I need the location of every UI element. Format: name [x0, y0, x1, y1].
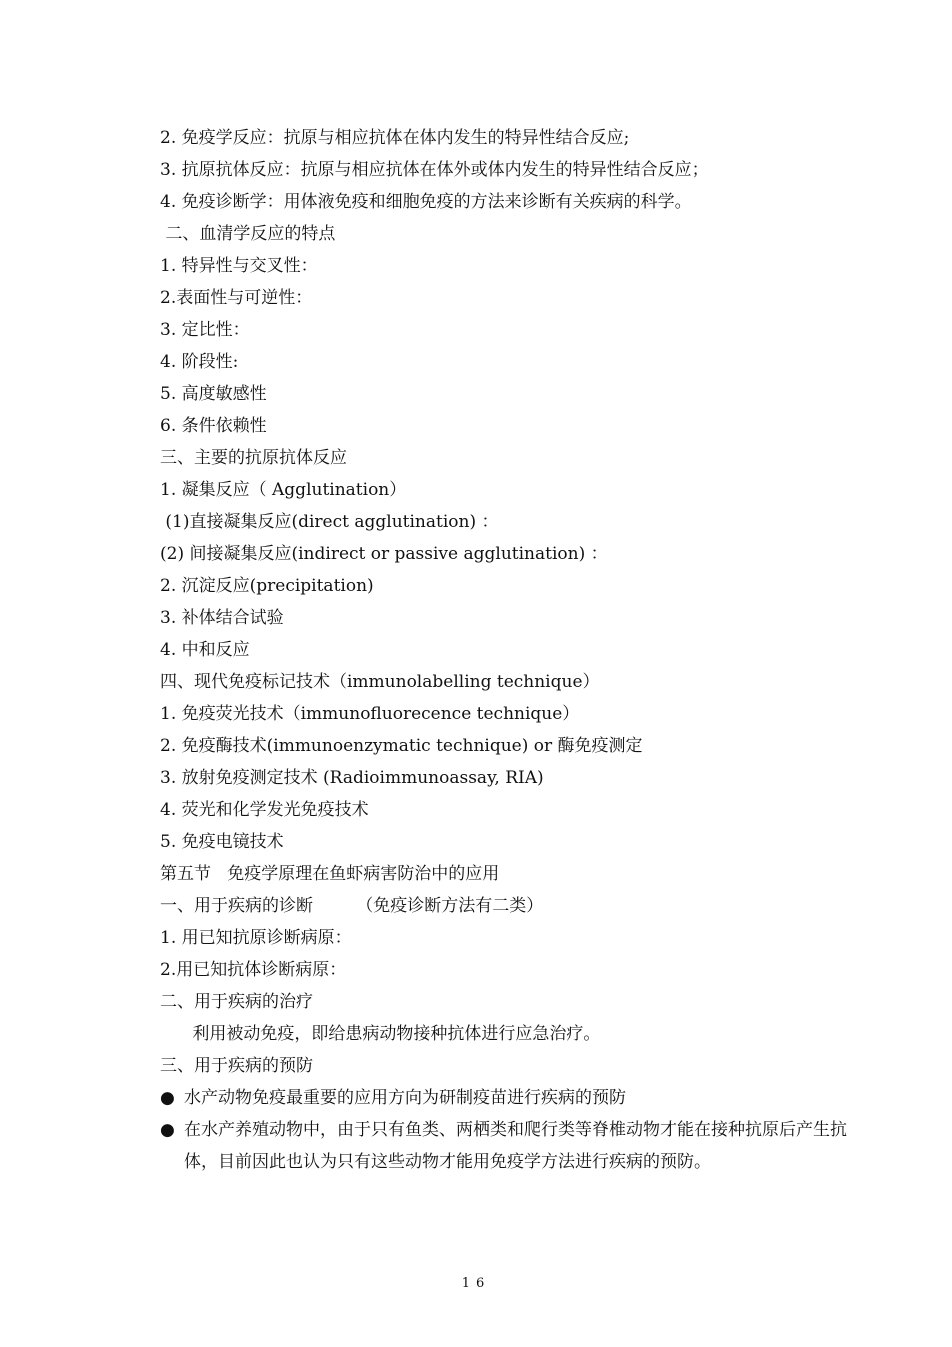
section-heading: 四、现代免疫标记技术（immunolabelling technique） [160, 672, 600, 692]
section-heading: 二、用于疾病的治疗 [160, 992, 313, 1012]
text-line: 1. 凝集反应（ Agglutination） [160, 480, 407, 500]
bullet-text: 水产动物免疫最重要的应用方向为研制疫苗进行疾病的预防 [184, 1088, 626, 1108]
text-line: 2.用已知抗体诊断病原： [160, 960, 347, 980]
text-line: 4. 免疫诊断学：用体液免疫和细胞免疫的方法来诊断有关疾病的科学。 [160, 192, 692, 212]
section-heading: 一、用于疾病的诊断 （免疫诊断方法有二类） [160, 896, 544, 916]
text-line: 3. 补体结合试验 [160, 608, 284, 628]
section-heading: 三、主要的抗原抗体反应 [160, 448, 347, 468]
text-line: 1. 用已知抗原诊断病原： [160, 928, 352, 948]
text-line: 5. 高度敏感性 [160, 384, 267, 404]
bullet-text: 在水产养殖动物中，由于只有鱼类、两栖类和爬行类等脊椎动物才能在接种抗原后产生抗体，目前因此也认为只有这些动物才能用免疫学方法进行疾病的预防。 [184, 1120, 847, 1172]
text-line: 5. 免疫电镜技术 [160, 832, 284, 852]
text-line: 4. 阶段性: [160, 352, 239, 372]
text-line: 利用被动免疫，即给患病动物接种抗体进行应急治疗。 [160, 1024, 601, 1044]
text-line: 3. 定比性： [160, 320, 250, 340]
text-line: 3. 放射免疫测定技术 (Radioimmunoassay, RIA) [160, 768, 544, 788]
bullet-icon: ● [160, 1088, 175, 1108]
text-line: (1)直接凝集反应(direct agglutination) ： [160, 512, 499, 532]
page-number: 16 [461, 1276, 491, 1291]
text-line: 1. 免疫荧光技术（immunofluorecence technique） [160, 704, 580, 724]
text-line: 4. 中和反应 [160, 640, 250, 660]
section-heading: 二、血清学反应的特点 [160, 224, 336, 244]
bullet-icon: ● [160, 1120, 175, 1140]
text-line: 2.表面性与可逆性： [160, 288, 313, 308]
text-line: 2. 免疫酶技术(immunoenzymatic technique) or 酶免疫测定 [160, 736, 643, 756]
chapter-heading: 第五节 免疫学原理在鱼虾病害防治中的应用 [160, 864, 500, 884]
text-line: 3. 抗原抗体反应：抗原与相应抗体在体外或体内发生的特异性结合反应； [160, 160, 709, 180]
section-heading: 三、用于疾病的预防 [160, 1056, 313, 1076]
text-line: 2. 免疫学反应：抗原与相应抗体在体内发生的特异性结合反应; [160, 128, 630, 148]
text-line: (2) 间接凝集反应(indirect or passive agglutination) ： [160, 544, 608, 564]
bullet-item [160, 1114, 850, 1178]
text-line: 2. 沉淀反应(precipitation) [160, 576, 374, 596]
text-line: 1. 特异性与交叉性： [160, 256, 318, 276]
text-line: 4. 荧光和化学发光免疫技术 [160, 800, 369, 820]
bullet-item [160, 1082, 850, 1114]
text-line: 6. 条件依赖性 [160, 416, 267, 436]
